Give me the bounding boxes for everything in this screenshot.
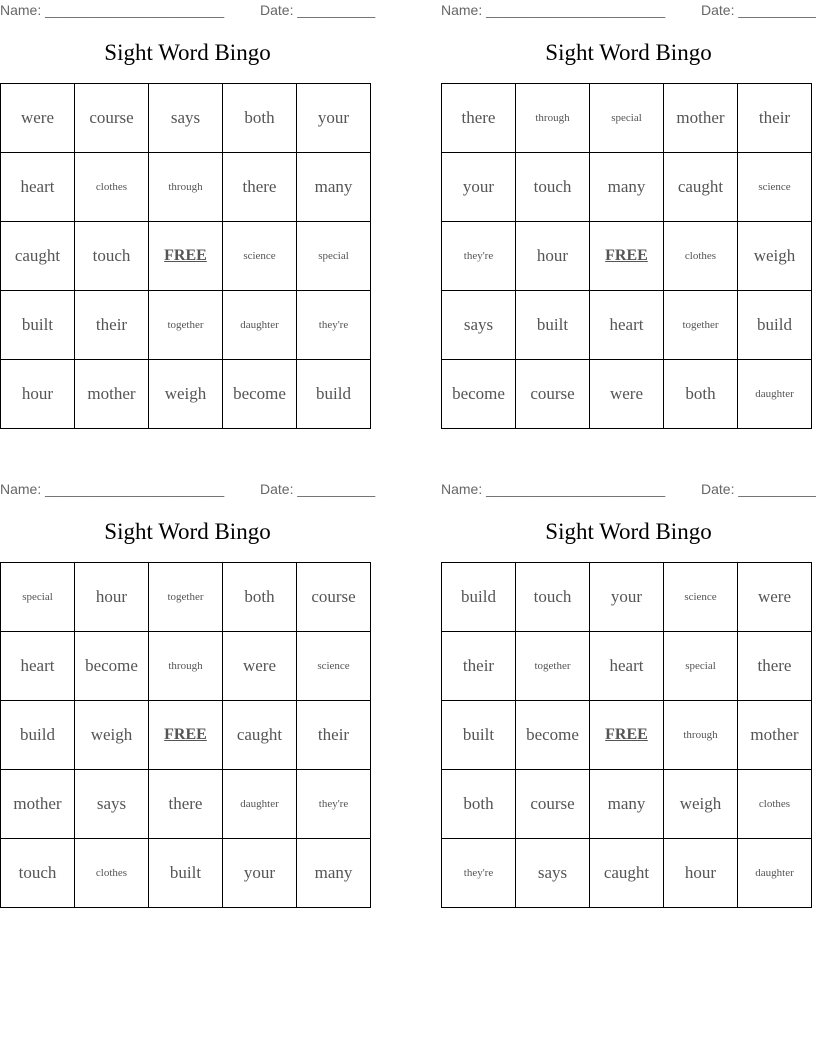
bingo-cell: were	[1, 84, 75, 153]
bingo-cell: mother	[664, 84, 738, 153]
bingo-cell: your	[223, 839, 297, 908]
bingo-cell: special	[297, 222, 371, 291]
bingo-cell: together	[664, 291, 738, 360]
bingo-cell: hour	[75, 563, 149, 632]
bingo-cell: course	[297, 563, 371, 632]
bingo-cell: clothes	[75, 839, 149, 908]
card-title: Sight Word Bingo	[545, 40, 712, 65]
bingo-card-3	[0, 479, 376, 882]
bingo-cell: mother	[1, 770, 75, 839]
bingo-row	[1, 770, 371, 839]
bingo-row	[1, 291, 371, 360]
bingo-cell: heart	[1, 632, 75, 701]
bingo-cell: says	[149, 84, 223, 153]
bingo-cell: build	[738, 291, 812, 360]
bingo-cell: touch	[516, 563, 590, 632]
bingo-cell: your	[297, 84, 371, 153]
bingo-cell: hour	[664, 839, 738, 908]
bingo-cell: become	[223, 360, 297, 429]
bingo-cell: clothes	[738, 770, 812, 839]
bingo-cell: daughter	[223, 291, 297, 360]
bingo-cell: weigh	[149, 360, 223, 429]
free-space-cell: FREE	[149, 701, 223, 770]
bingo-cell: says	[75, 770, 149, 839]
bingo-cell: many	[297, 153, 371, 222]
bingo-cell: built	[1, 291, 75, 360]
bingo-cell: they're	[297, 770, 371, 839]
bingo-cell: there	[223, 153, 297, 222]
bingo-row	[1, 563, 371, 632]
bingo-cell: were	[738, 563, 812, 632]
bingo-cell: daughter	[738, 839, 812, 908]
bingo-cell: says	[516, 839, 590, 908]
bingo-row	[1, 84, 371, 153]
bingo-cell: there	[149, 770, 223, 839]
bingo-cell: weigh	[75, 701, 149, 770]
date-field-label: Date: __________	[260, 2, 376, 18]
bingo-cell: their	[442, 632, 516, 701]
bingo-row	[1, 360, 371, 429]
bingo-row	[1, 632, 371, 701]
bingo-cell: through	[516, 84, 590, 153]
bingo-cell: says	[442, 291, 516, 360]
date-field-label: Date: __________	[701, 481, 816, 497]
card-header	[441, 479, 816, 501]
bingo-row	[442, 701, 812, 770]
bingo-cell: together	[149, 291, 223, 360]
bingo-cell: daughter	[223, 770, 297, 839]
bingo-cell: become	[75, 632, 149, 701]
bingo-cell: science	[738, 153, 812, 222]
bingo-grid	[441, 562, 812, 908]
card-header	[0, 479, 375, 501]
bingo-row	[442, 632, 812, 701]
bingo-cell: hour	[1, 360, 75, 429]
free-space-cell: FREE	[149, 222, 223, 291]
bingo-grid	[441, 83, 812, 429]
bingo-cell: caught	[1, 222, 75, 291]
bingo-row	[442, 291, 812, 360]
bingo-cell: course	[75, 84, 149, 153]
bingo-row	[442, 770, 812, 839]
date-field-label: Date: __________	[260, 481, 376, 497]
bingo-card-1	[0, 0, 376, 403]
free-space-cell: FREE	[590, 701, 664, 770]
bingo-cell: touch	[1, 839, 75, 908]
card-header	[0, 0, 375, 22]
bingo-cell: daughter	[738, 360, 812, 429]
bingo-cell: they're	[442, 222, 516, 291]
bingo-cell: build	[442, 563, 516, 632]
bingo-row	[1, 839, 371, 908]
bingo-cell: your	[442, 153, 516, 222]
bingo-cell: mother	[75, 360, 149, 429]
bingo-cell: special	[590, 84, 664, 153]
bingo-cell: course	[516, 360, 590, 429]
bingo-cell: many	[590, 770, 664, 839]
bingo-row	[442, 153, 812, 222]
bingo-cell: they're	[442, 839, 516, 908]
bingo-cell: build	[297, 360, 371, 429]
bingo-cell: course	[516, 770, 590, 839]
bingo-cell: clothes	[75, 153, 149, 222]
bingo-cell: many	[590, 153, 664, 222]
bingo-cell: science	[297, 632, 371, 701]
name-field-label: Name: _______________________	[441, 2, 666, 18]
bingo-grid	[0, 562, 371, 908]
card-header	[441, 0, 816, 22]
bingo-row	[442, 84, 812, 153]
bingo-cell: your	[590, 563, 664, 632]
bingo-cell: both	[442, 770, 516, 839]
bingo-cell: caught	[664, 153, 738, 222]
bingo-cell: caught	[590, 839, 664, 908]
bingo-cell: their	[75, 291, 149, 360]
bingo-cell: become	[516, 701, 590, 770]
bingo-row	[1, 153, 371, 222]
bingo-cell: heart	[590, 291, 664, 360]
bingo-row	[1, 701, 371, 770]
bingo-row	[442, 839, 812, 908]
name-field-label: Name: _______________________	[0, 481, 225, 497]
date-field-label: Date: __________	[701, 2, 816, 18]
name-field-label: Name: _______________________	[441, 481, 666, 497]
bingo-cell: there	[738, 632, 812, 701]
bingo-cell: both	[223, 563, 297, 632]
bingo-card-4	[441, 479, 816, 882]
card-title: Sight Word Bingo	[104, 519, 271, 544]
bingo-cell: hour	[516, 222, 590, 291]
bingo-cell: science	[223, 222, 297, 291]
bingo-cell: weigh	[738, 222, 812, 291]
bingo-cell: their	[738, 84, 812, 153]
bingo-cell: there	[442, 84, 516, 153]
bingo-cell: caught	[223, 701, 297, 770]
bingo-cell: special	[1, 563, 75, 632]
bingo-cell: through	[149, 632, 223, 701]
bingo-cell: were	[223, 632, 297, 701]
bingo-cell: together	[149, 563, 223, 632]
bingo-card-2	[441, 0, 816, 403]
bingo-row	[442, 563, 812, 632]
bingo-cell: science	[664, 563, 738, 632]
bingo-cell: heart	[590, 632, 664, 701]
bingo-cell: many	[297, 839, 371, 908]
bingo-cell: become	[442, 360, 516, 429]
free-space-cell: FREE	[590, 222, 664, 291]
bingo-cell: heart	[1, 153, 75, 222]
card-title: Sight Word Bingo	[545, 519, 712, 544]
bingo-cell: were	[590, 360, 664, 429]
bingo-cell: through	[149, 153, 223, 222]
bingo-cell: weigh	[664, 770, 738, 839]
name-field-label: Name: _______________________	[0, 2, 225, 18]
bingo-cell: touch	[516, 153, 590, 222]
bingo-cell: their	[297, 701, 371, 770]
bingo-cell: built	[149, 839, 223, 908]
bingo-cell: touch	[75, 222, 149, 291]
bingo-cell: they're	[297, 291, 371, 360]
bingo-cell: mother	[738, 701, 812, 770]
bingo-row	[442, 360, 812, 429]
card-title: Sight Word Bingo	[104, 40, 271, 65]
bingo-cell: built	[516, 291, 590, 360]
bingo-cell: through	[664, 701, 738, 770]
bingo-grid	[0, 83, 371, 429]
bingo-cell: clothes	[664, 222, 738, 291]
bingo-cell: build	[1, 701, 75, 770]
bingo-cell: special	[664, 632, 738, 701]
bingo-cell: built	[442, 701, 516, 770]
bingo-cell: both	[223, 84, 297, 153]
bingo-cell: both	[664, 360, 738, 429]
bingo-row	[442, 222, 812, 291]
bingo-row	[1, 222, 371, 291]
bingo-cell: together	[516, 632, 590, 701]
